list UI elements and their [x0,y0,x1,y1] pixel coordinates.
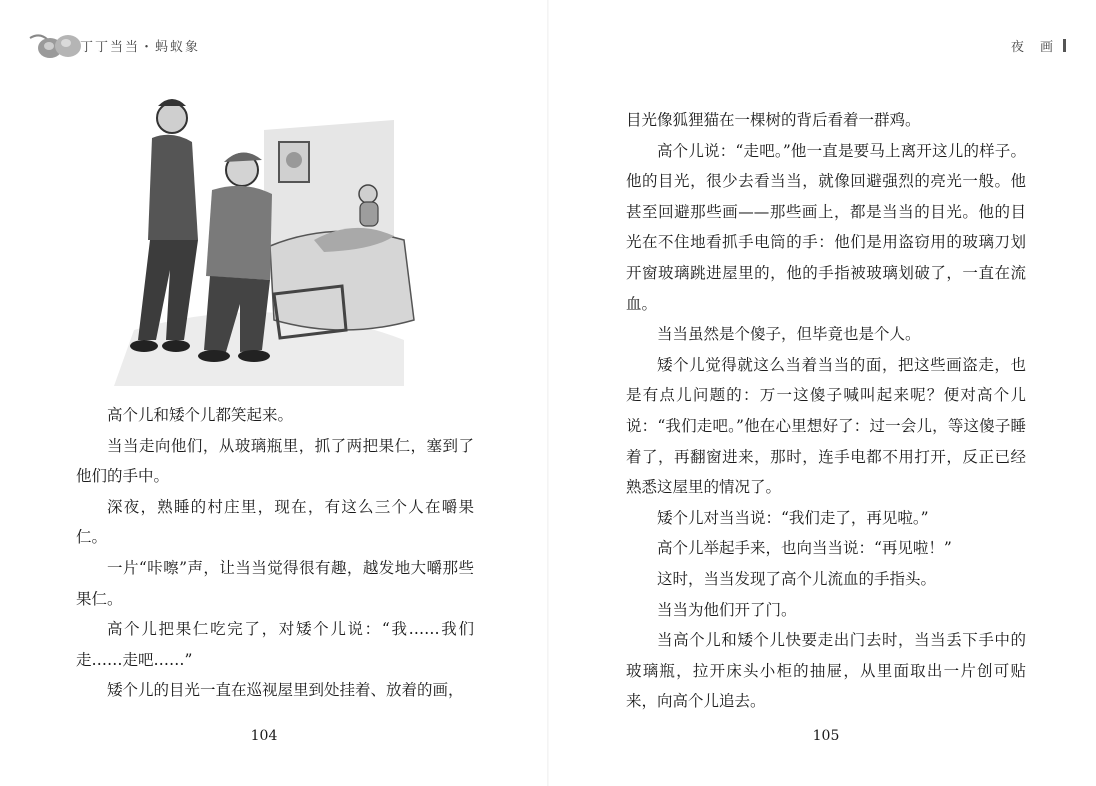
paragraph: 这时，当当发现了高个儿流血的手指头。 [657,569,937,588]
chapter-title [1011,36,1066,55]
right-body-text [626,105,1026,717]
paragraph: 当高个儿和矮个儿快要走出门去时，当当丢下手中的玻璃瓶，拉开床头小柜的抽屉，从里面取出一片创可贴来，向高个儿追去。 [626,631,1026,711]
gourd-logo-icon [26,28,88,62]
paragraph: 当当为他们开了门。 [657,600,797,619]
paragraph: 矮个儿对当当说：“我们走了，再见啦。” [657,508,929,527]
paragraph: 当当虽然是个傻子，但毕竟也是个人。 [657,325,921,344]
chapter-title-text: 夜 画 [1010,40,1059,55]
paragraph: 矮个儿觉得就这么当着当当的面，把这些画盗走，也是有点儿问题的：万一这傻子喊叫起来呢？便对高个儿说：“我们走吧。”他在心里想好了：过一会儿，等这傻子睡着了，再翻窗进来，那时，连手电都不用打开，反正已经熟悉这屋里的情况了。 [626,355,1026,497]
chapter-marker-icon [1063,39,1066,52]
paragraph: 一片“咔嚓”声，让当当觉得很有趣，越发地大嚼那些果仁。 [76,558,474,608]
paragraph: 当当走向他们，从玻璃瓶里，抓了两把果仁，塞到了他们的手中。 [76,436,474,486]
paragraph: 高个儿举起手来，也向当当说：“再见啦！” [657,539,952,558]
paragraph: 高个儿和矮个儿都笑起来。 [107,406,294,424]
page-number: 105 [812,728,840,744]
paragraph: 高个儿把果仁吃完了，对矮个儿说：“我……我们走……走吧……” [76,620,474,669]
paragraph: 高个儿说：“走吧。”他一直是要马上离开这儿的样子。他的目光，很少去看当当，就像回避强烈的亮光一般。他甚至回避那些画——那些画上，都是当当的目光。他的目光在不住地看抓手电筒的手：他们是用盗窃用的玻璃刀划开窗玻璃跳进屋里的，他的手指被玻璃划破了，一直在流血。 [626,141,1026,313]
paragraph: 深夜，熟睡的村庄里，现在，有这么三个人在嚼果仁。 [76,497,474,547]
page-number: 104 [250,728,278,744]
paragraph: 矮个儿的目光一直在巡视屋里到处挂着、放着的画， [107,681,464,700]
series-title: 丁丁当当・蚂蚁象 [80,40,201,55]
paragraph: 目光像狐狸猫在一棵树的背后看着一群鸡。 [626,111,921,129]
right-page [548,0,1096,786]
left-body-text [76,400,474,706]
illustration-image [74,90,474,386]
